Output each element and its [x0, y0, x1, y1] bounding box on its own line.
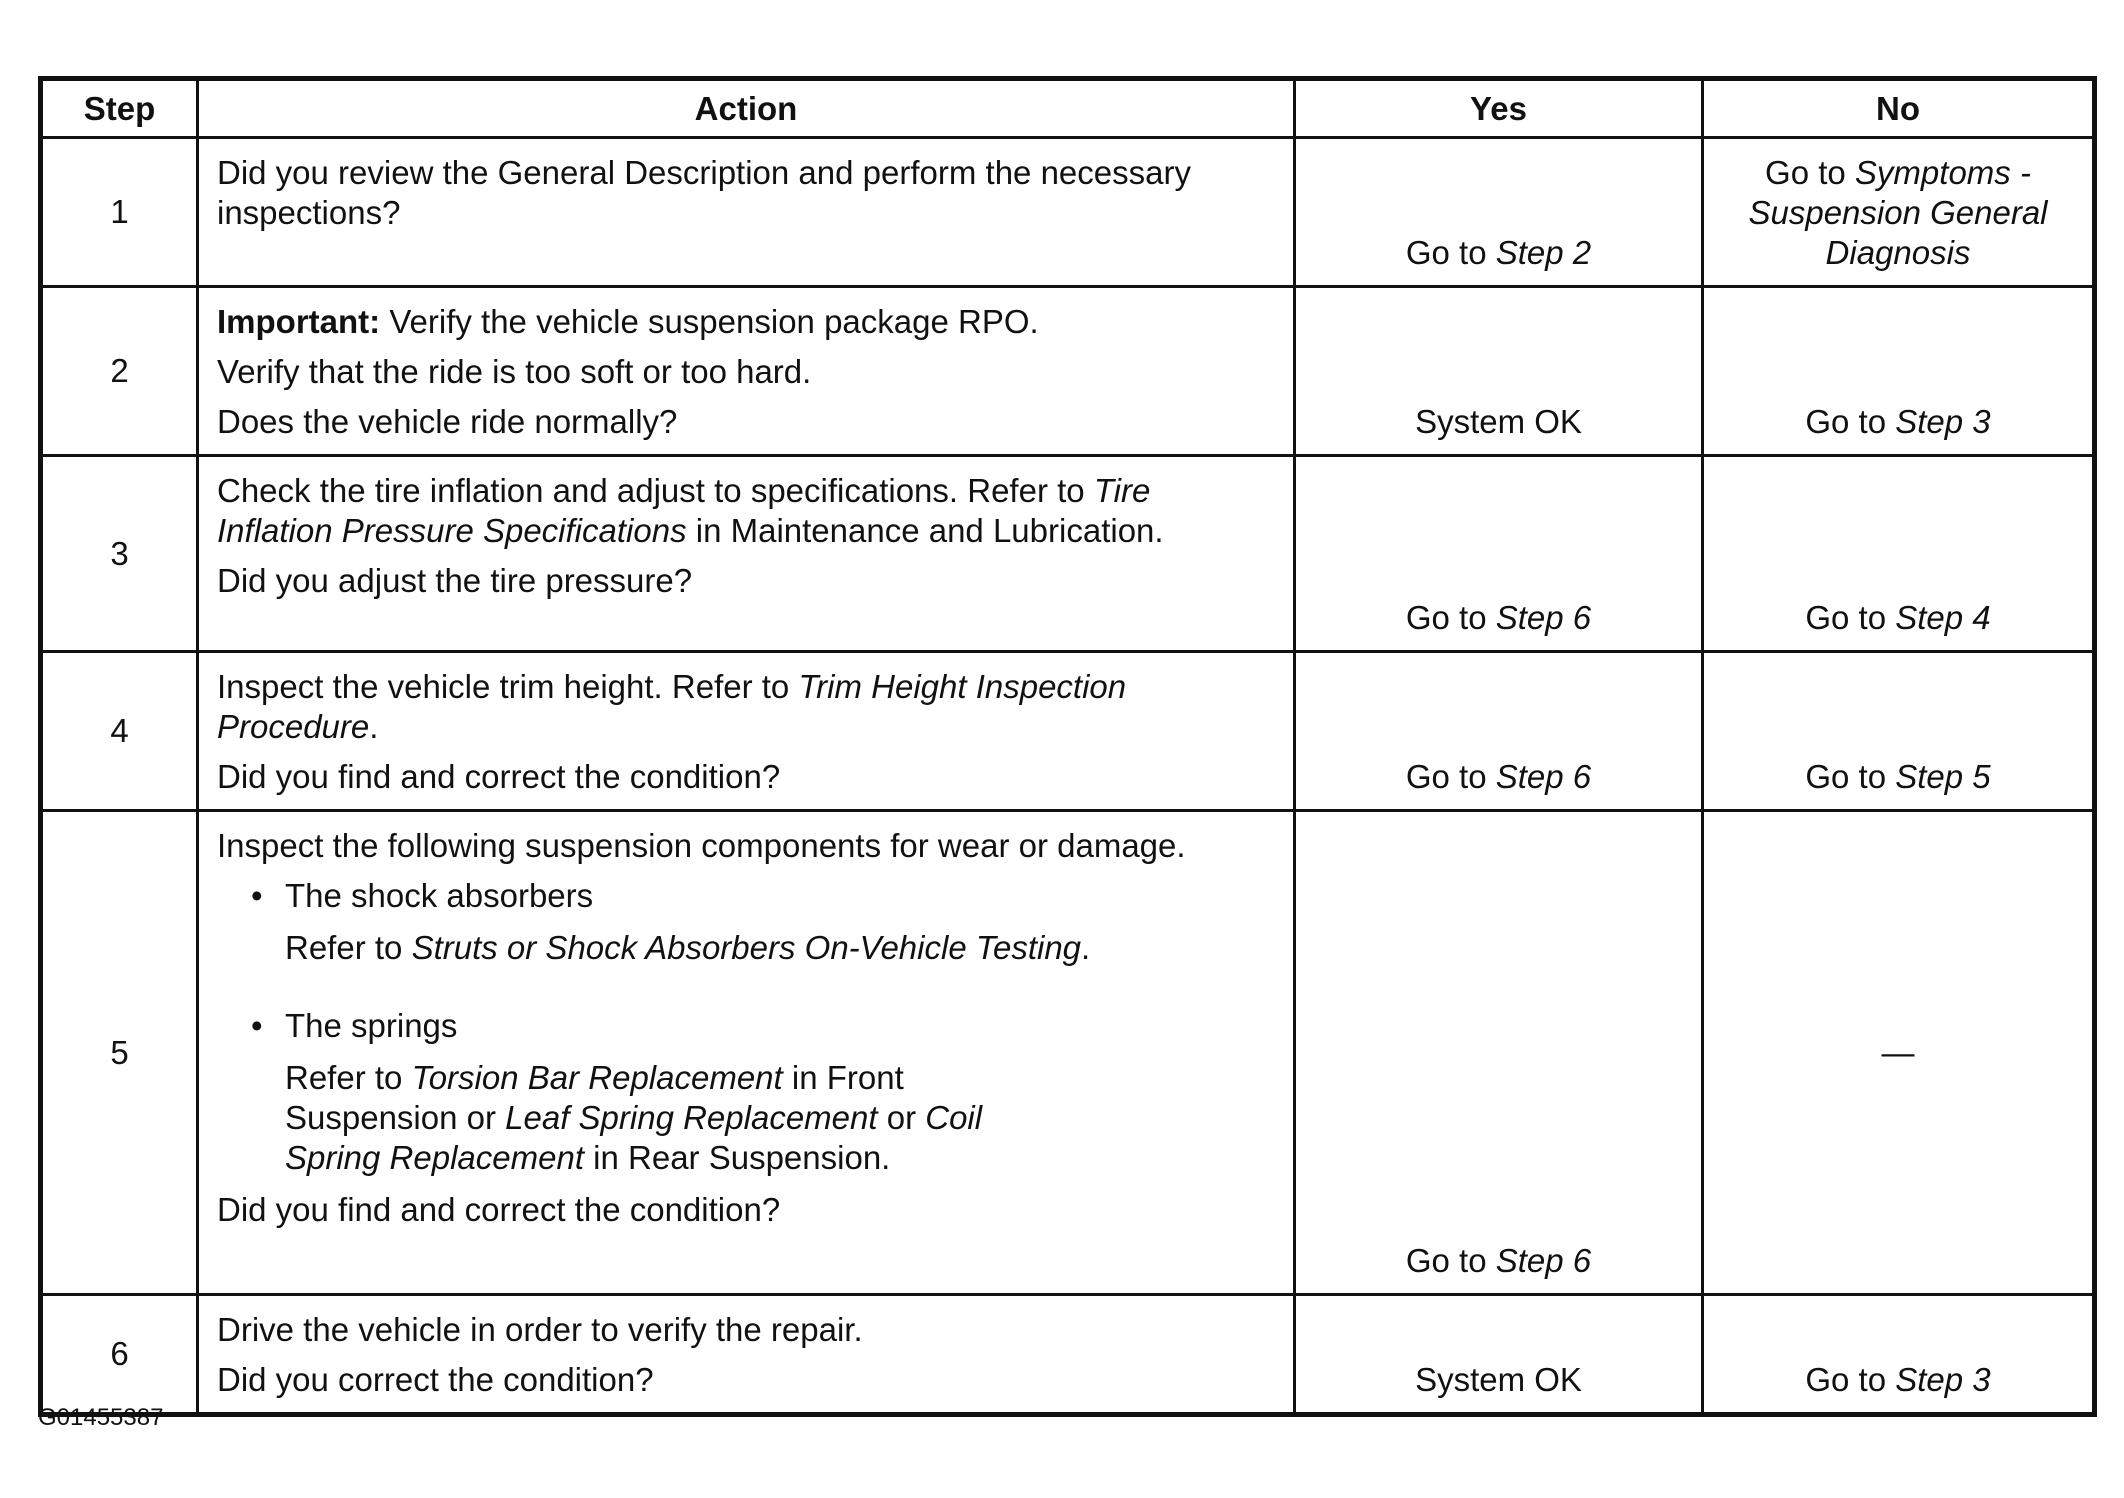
- reference-link[interactable]: Leaf Spring Replacement: [505, 1099, 878, 1136]
- reference-link[interactable]: Trim Height Inspection Procedure: [217, 668, 1127, 745]
- no-step-link[interactable]: Symptoms - Suspension General Diagnosis: [1748, 154, 2048, 271]
- no-prefix: Go to: [1805, 1361, 1896, 1398]
- action-question: Did you find and correct the condition?: [217, 1191, 781, 1228]
- yes-step-link[interactable]: Step 6: [1495, 1242, 1592, 1279]
- action-question: Did you find and correct the condition?: [217, 758, 781, 795]
- no-dash: —: [1881, 1033, 1915, 1071]
- yes-cell: [1295, 287, 1703, 456]
- bullet-text: The shock absorbers: [285, 877, 594, 914]
- no-cell: [1703, 456, 2095, 652]
- ref-text: or: [877, 1099, 926, 1136]
- action-text: [217, 667, 1275, 747]
- important-note: [217, 302, 1275, 342]
- yes-prefix: Go to: [1405, 758, 1496, 795]
- no-cell: [1703, 1295, 2095, 1415]
- ref-prefix: Refer to: [285, 929, 412, 966]
- action-text-part: in Maintenance and Lubrication.: [686, 512, 1164, 549]
- table-row: [41, 456, 2095, 652]
- no-step-link[interactable]: Step 3: [1895, 403, 1991, 440]
- table-row: [41, 811, 2095, 1295]
- yes-text: System OK: [1415, 1361, 1582, 1398]
- no-step-link[interactable]: Step 4: [1895, 599, 1991, 636]
- important-text: Verify the vehicle suspension package RPO.: [380, 303, 1039, 340]
- ref-text: in Rear Suspension.: [584, 1139, 891, 1176]
- yes-cell: [1295, 811, 1703, 1295]
- step-number: 1: [41, 138, 198, 287]
- action-cell: [198, 287, 1295, 456]
- action-question: Does the vehicle ride normally?: [217, 403, 678, 440]
- yes-cell: [1295, 456, 1703, 652]
- ref-text: in Front Suspension or: [285, 1059, 904, 1136]
- reference-link[interactable]: Tire Inflation Pressure Specifications: [217, 472, 1151, 549]
- action-text: Inspect the following suspension components for wear or damage.: [217, 827, 1186, 864]
- yes-cell: [1295, 652, 1703, 811]
- ref-suffix: .: [1081, 929, 1091, 966]
- step-number: 2: [41, 287, 198, 456]
- action-text-part: Check the tire inflation and adjust to specifications. Refer to: [217, 472, 1094, 509]
- no-cell: [1703, 287, 2095, 456]
- bullet-reference: [285, 928, 1275, 968]
- header-action: Action: [198, 79, 1295, 138]
- important-label: Important:: [217, 303, 381, 340]
- ref-prefix: Refer to: [285, 1059, 412, 1096]
- yes-cell: [1295, 1295, 1703, 1415]
- yes-step-link[interactable]: Step 6: [1495, 599, 1592, 636]
- yes-cell: [1295, 138, 1703, 287]
- table-row: [41, 138, 2095, 287]
- action-text-part: .: [369, 708, 379, 745]
- table-row: [41, 287, 2095, 456]
- figure-id-label: G01455387: [38, 1404, 164, 1431]
- action-cell: [198, 138, 1295, 287]
- bullet-reference: [285, 1058, 1075, 1178]
- bullet-text: The springs: [285, 1007, 458, 1044]
- action-text-part: Inspect the vehicle trim height. Refer to: [217, 668, 799, 705]
- reference-link[interactable]: Coil Spring Replacement: [285, 1099, 983, 1176]
- action-text: Drive the vehicle in order to verify the repair.: [217, 1311, 863, 1348]
- step-number: 6: [41, 1295, 198, 1415]
- bullet-item: [251, 876, 1275, 916]
- table-row: [41, 1295, 2095, 1415]
- action-question: Did you correct the condition?: [217, 1361, 654, 1398]
- no-prefix: Go to: [1805, 599, 1896, 636]
- action-text: Did you review the General Description and perform the necessary inspections?: [217, 154, 1191, 231]
- yes-step-link[interactable]: Step 2: [1495, 234, 1592, 271]
- action-text: [217, 471, 1275, 551]
- step-number: 4: [41, 652, 198, 811]
- table-row: [41, 652, 2095, 811]
- no-prefix: Go to: [1805, 758, 1896, 795]
- action-cell: [198, 456, 1295, 652]
- yes-prefix: Go to: [1405, 234, 1496, 271]
- header-no: No: [1703, 79, 2095, 138]
- step-number: 5: [41, 811, 198, 1295]
- yes-prefix: Go to: [1405, 599, 1496, 636]
- reference-link[interactable]: Struts or Shock Absorbers On-Vehicle Testing: [411, 929, 1082, 966]
- no-step-link[interactable]: Step 5: [1895, 758, 1991, 795]
- no-cell: [1703, 652, 2095, 811]
- diagnostic-table: [38, 76, 2097, 1417]
- no-step-link[interactable]: Step 3: [1895, 1361, 1991, 1398]
- step-number: 3: [41, 456, 198, 652]
- bullet-line: [251, 876, 1275, 916]
- no-cell: [1703, 138, 2095, 287]
- bullet-item: [251, 1006, 1275, 1046]
- bullet-line: [251, 1006, 1275, 1046]
- header-step: Step: [41, 79, 198, 138]
- reference-link[interactable]: Torsion Bar Replacement: [411, 1059, 783, 1096]
- yes-step-link[interactable]: Step 6: [1495, 758, 1592, 795]
- no-cell: [1703, 811, 2095, 1295]
- action-cell: [198, 1295, 1295, 1415]
- action-cell: [198, 652, 1295, 811]
- action-question: Did you adjust the tire pressure?: [217, 562, 693, 599]
- no-prefix: Go to: [1765, 154, 1855, 191]
- action-cell: [198, 811, 1295, 1295]
- bullet-icon: •: [251, 877, 263, 914]
- yes-prefix: Go to: [1405, 1242, 1496, 1279]
- table-header-row: [41, 79, 2095, 138]
- yes-text: System OK: [1415, 403, 1582, 440]
- spacer: [217, 968, 1275, 996]
- no-prefix: Go to: [1805, 403, 1896, 440]
- action-text: Verify that the ride is too soft or too hard.: [217, 353, 812, 390]
- header-yes: Yes: [1295, 79, 1703, 138]
- bullet-icon: •: [251, 1007, 263, 1044]
